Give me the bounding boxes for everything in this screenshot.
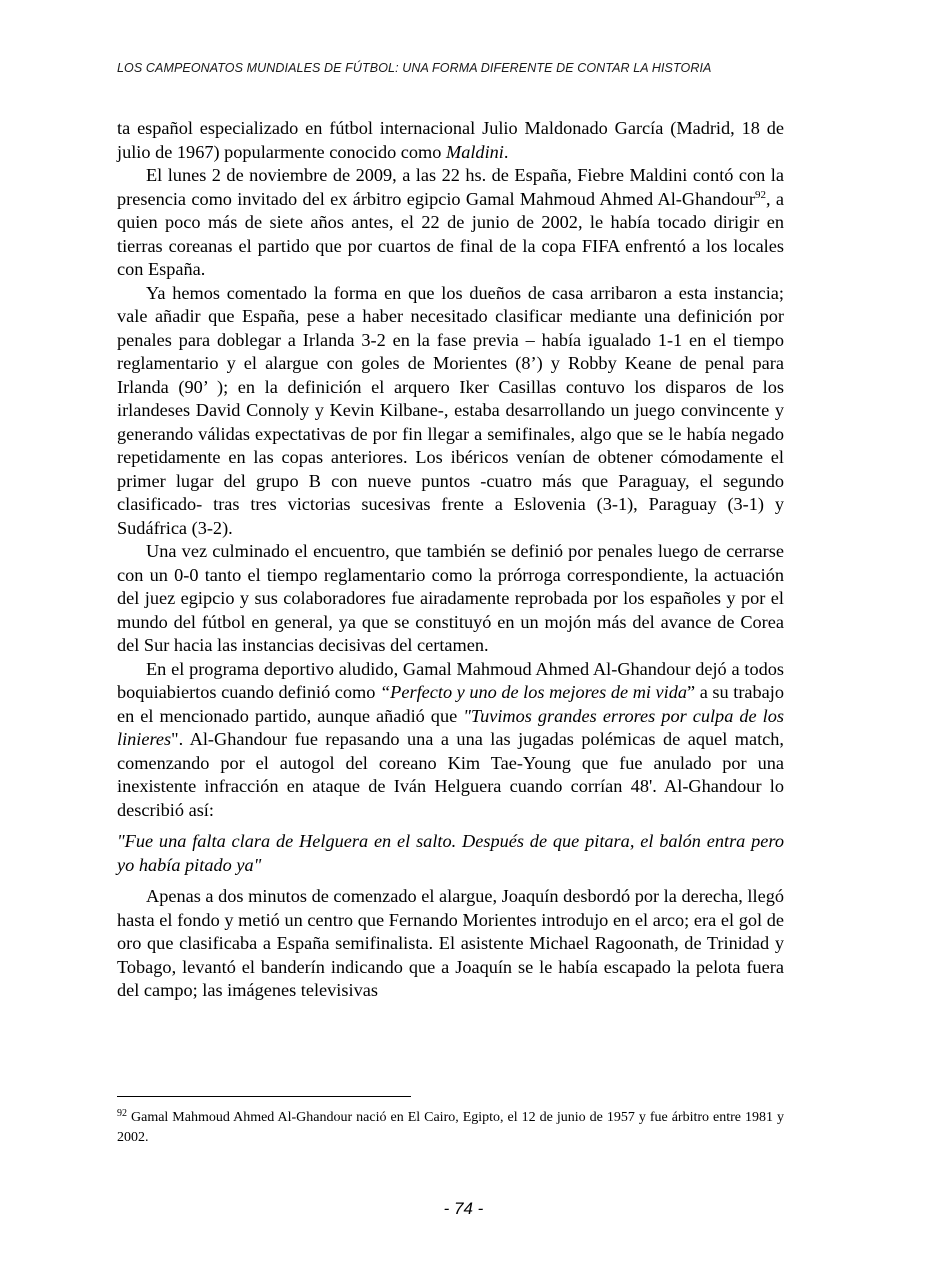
paragraph-5 bbox=[117, 658, 784, 823]
paragraph-4: Una vez culminado el encuentro, que también se definió por penales luego de cerrarse con un 0-0 tanto el tiempo reglamentario como la prórroga correspondiente, la actuación del juez egipcio y sus colaboradores fue airadamente reprobada por los españoles y por el mundo del fútbol en general, ya que se constituyó en un mojón más del avance de Corea del Sur hacia las instancias decisivas del certamen. bbox=[117, 541, 784, 655]
paragraph-6: Apenas a dos minutos de comenzado el alargue, Joaquín desbordó por la derecha, llegó hasta el fondo y metió un centro que Fernando Morientes introdujo en el arco; era el gol de oro que clasificaba a España semifinalista. El asistente Michael Ragoonath, de Trinidad y Tobago, levantó el banderín indicando que a Joaquín se le había escapado la pelota fuera del campo; las imágenes televisivas bbox=[117, 886, 784, 1000]
body-text bbox=[117, 117, 784, 1003]
footnote-text: Gamal Mahmoud Ahmed Al-Ghandour nació en El Cairo, Egipto, el 12 de junio de 1957 y fue árbitro entre 1981 y 2002. bbox=[117, 1110, 784, 1145]
paragraph-1-italic: Maldini bbox=[445, 141, 504, 162]
paragraph-5-italic-a: “Perfecto y uno de los mejores de mi vida bbox=[380, 682, 688, 702]
paragraph-2-text-b: , a quien poco más de siete años antes, el 22 de junio de 2002, le había tocado dirigir en tierras coreanas el partido que por cuartos de final de la copa FIFA enfrentó a los locales con España. bbox=[117, 188, 784, 279]
footnote-reference[interactable]: 92 bbox=[754, 188, 766, 201]
paragraph-1-text: ta español especializado en fútbol internacional Julio Maldonado García (Madrid, 18 de julio de 1967) popularmente conocido como bbox=[117, 118, 784, 162]
paragraph-1-end: . bbox=[503, 141, 509, 162]
running-header: LOS CAMPEONATOS MUNDIALES DE FÚTBOL: UNA FORMA DIFERENTE DE CONTAR LA HISTORIA bbox=[117, 61, 712, 75]
block-quote: "Fue una falta clara de Helguera en el salto. Después de que pitara, el balón entra pero yo había pitado ya" bbox=[117, 831, 784, 875]
paragraph-3: Ya hemos comentado la forma en que los dueños de casa arribaron a esta instancia; vale añadir que España, pese a haber necesitado clasificar mediante una definición por penales para doblegar a Irlanda 3-2 en la fase previa – había igualado 1-1 en el tiempo reglamentario y el alargue con goles de Morientes (8’) y Robby Keane de penal para Irlanda (90’ ); en la definición el arquero Iker Casillas contuvo los disparos de los irlandeses David Connoly y Kevin Kilbane-, estaba desarrollando un juego convincente y generando válidas expectativas de por fin llegar a semifinales, algo que se le había negado repetidamente en las copas anteriores. Los ibéricos venían de obtener cómodamente el primer lugar del grupo B con nueve puntos -cuatro más que Paraguay, el segundo clasificado- tras tres victorias sucesivas frente a Eslovenia (3-1), Paraguay (3-1) y Sudáfrica (3-2). bbox=[117, 282, 784, 538]
paragraph-2 bbox=[117, 164, 784, 282]
paragraph-2-text-a: El lunes 2 de noviembre de 2009, a las 22 hs. de España, Fiebre Maldini contó con la presencia como invitado del ex árbitro egipcio Gamal Mahmoud Ahmed Al-Ghandour bbox=[117, 165, 784, 209]
paragraph-5-text-a: En el programa deportivo aludido, Gamal Mahmoud Ahmed Al-Ghandour dejó a todos boquiabiertos cuando definió como bbox=[117, 658, 784, 702]
footnote bbox=[117, 1108, 784, 1148]
paragraph-5-text-c: ". Al-Ghandour fue repasando una a una las jugadas polémicas de aquel match, comenzando por el autogol del coreano Kim Tae-Young que fue anulado por una inexistente infracción en ataque de Iván Helguera cuando corrían 48'. Al-Ghandour lo describió así: bbox=[117, 729, 784, 820]
paragraph-1 bbox=[117, 117, 784, 164]
paragraph-5-text-b: ” a su trabajo en el mencionado partido, aunque añadió que bbox=[117, 682, 784, 726]
footnote-divider bbox=[117, 1096, 411, 1097]
paragraph-5-italic-b: "Tuvimos grandes errores por culpa de los linieres bbox=[117, 705, 784, 749]
page-number: - 74 - bbox=[443, 1199, 484, 1218]
footnote-number: 92 bbox=[117, 1108, 127, 1119]
